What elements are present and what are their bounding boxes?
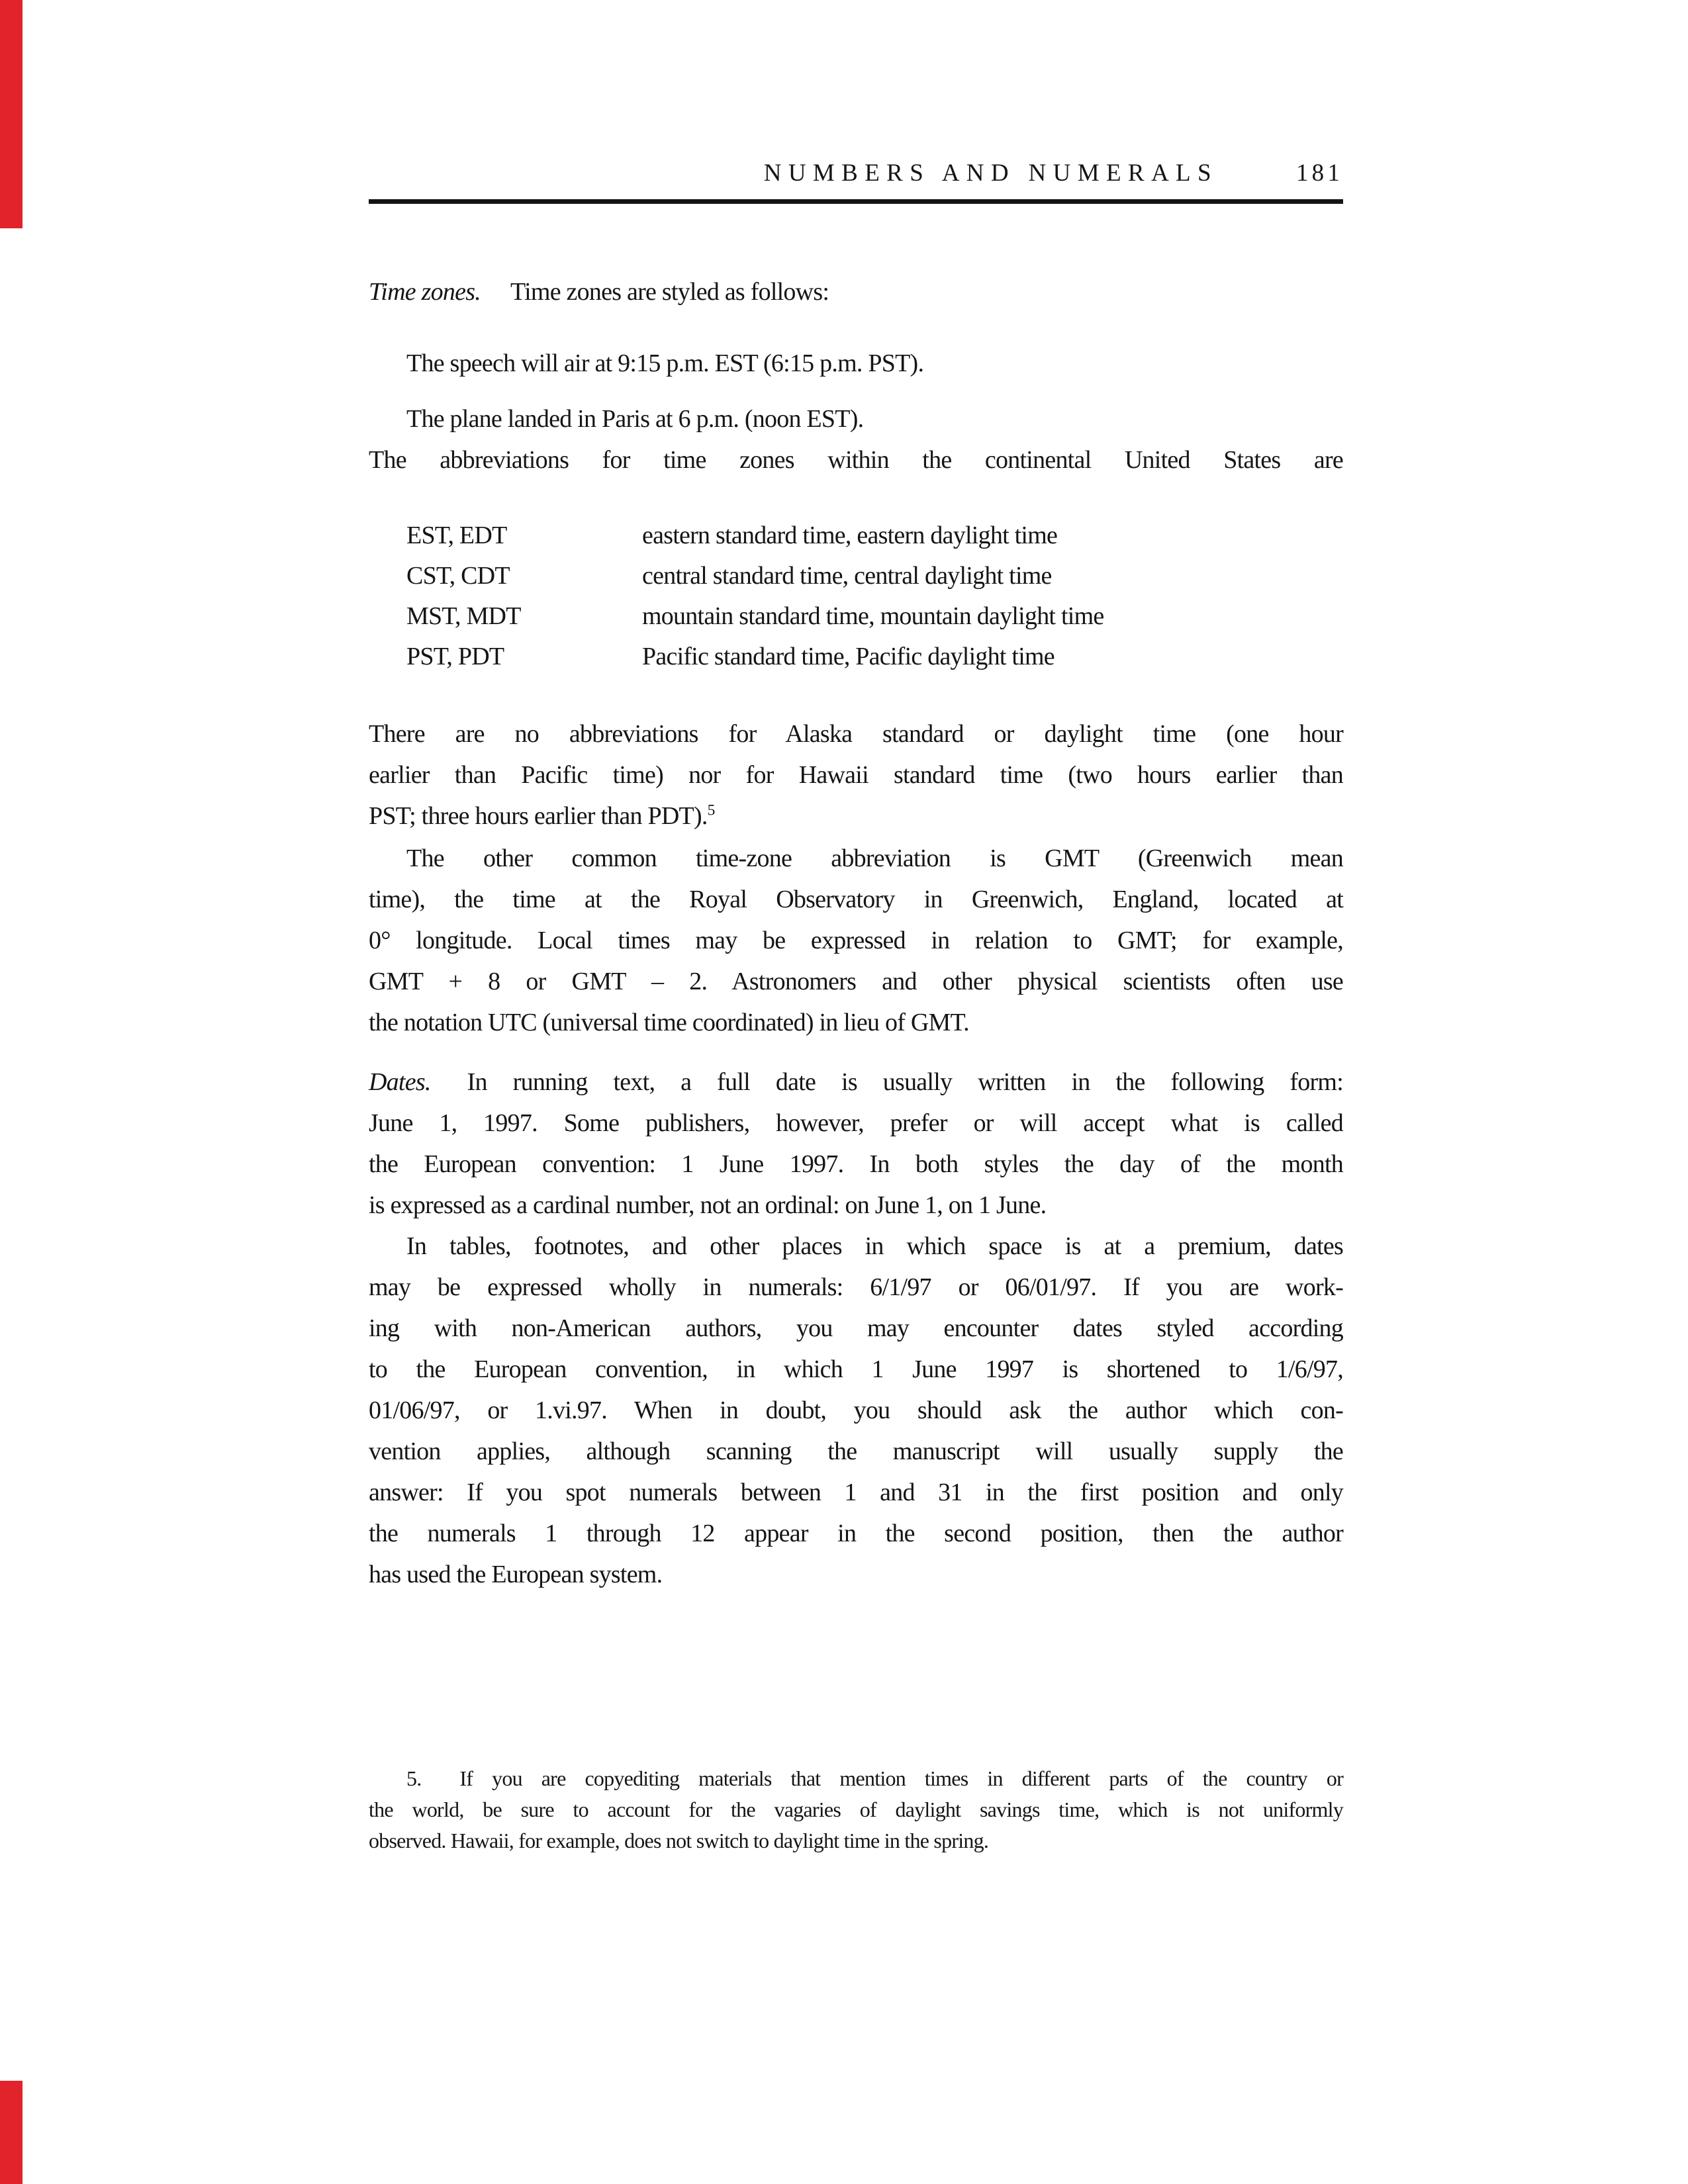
text-line: the European convention: 1 June 1997. In both styles the day of the month xyxy=(369,1150,1343,1178)
alaska-last-line-text: PST; three hours earlier than PDT). xyxy=(369,802,708,830)
text-line: has used the European system. xyxy=(369,1561,663,1588)
example-line: The speech will air at 9:15 p.m. EST (6:15 p.m. PST). xyxy=(406,349,924,377)
text-line: The other common time-zone abbreviation is GMT (Greenwich mean xyxy=(406,844,1343,872)
footnote-reference: 5 xyxy=(707,801,716,819)
text-line xyxy=(369,1062,1343,1103)
text-line: may be expressed wholly in numerals: 6/1/97 or 06/01/97. If you are work- xyxy=(369,1273,1343,1301)
abbreviation-meaning: eastern standard time, eastern daylight time xyxy=(642,522,1058,549)
abbreviation-row xyxy=(369,556,1343,596)
text-line: 0° longitude. Local times may be expressed in relation to GMT; for example, xyxy=(369,927,1343,954)
text-line: the numerals 1 through 12 appear in the second position, then the author xyxy=(369,1520,1343,1547)
timezones-lead-paragraph xyxy=(369,271,1343,312)
text-line: observed. Hawaii, for example, does not switch to daylight time in the spring. xyxy=(369,1829,989,1852)
abbreviation-row xyxy=(369,596,1343,637)
dates-paragraph-2 xyxy=(369,1226,1343,1595)
page-content xyxy=(369,271,1343,1856)
running-header xyxy=(369,159,1343,187)
text-line: ing with non-American authors, you may encounter dates styled according xyxy=(369,1314,1343,1342)
dates-first-line-text: In running text, a full date is usually written in the following form: xyxy=(467,1068,1343,1096)
paragraph-lines xyxy=(369,1103,1343,1226)
text-line: vention applies, although scanning the manuscript will usually supply the xyxy=(369,1437,1343,1465)
running-header-title: NUMBERS AND NUMERALS xyxy=(763,159,1218,187)
abbreviation-meaning: central standard time, central daylight time xyxy=(642,562,1052,590)
dates-paragraph-1 xyxy=(369,1062,1343,1226)
text-line: 01/06/97, or 1.vi.97. When in doubt, you should ask the author which con- xyxy=(369,1396,1343,1424)
scan-edge-artifact-top xyxy=(0,0,23,228)
scan-edge-artifact-bottom xyxy=(0,2081,23,2184)
abbreviation-row xyxy=(369,516,1343,556)
page-number: 181 xyxy=(1295,159,1343,187)
abbreviation-row xyxy=(369,637,1343,677)
text-line: June 1, 1997. Some publishers, however, prefer or will accept what is called xyxy=(369,1109,1343,1137)
text-line: earlier than Pacific time) nor for Hawaii standard time (two hours earlier than xyxy=(369,761,1343,789)
text-line xyxy=(369,796,1343,837)
text-line: time), the time at the Royal Observatory in Greenwich, England, located at xyxy=(369,886,1343,913)
header-rule xyxy=(369,199,1343,204)
timezone-abbreviation-list xyxy=(369,516,1343,677)
abbreviation-term: CST, CDT xyxy=(406,562,510,590)
gmt-paragraph xyxy=(369,838,1343,1043)
text-line: answer: If you spot numerals between 1 and 31 in the first position and only xyxy=(369,1479,1343,1506)
text-line: the world, be sure to account for the vagaries of daylight savings time, which is not uniformly xyxy=(369,1797,1343,1821)
abbreviation-term: MST, MDT xyxy=(406,602,521,630)
abbreviations-intro: The abbreviations for time zones within the continental United States are xyxy=(369,446,1343,474)
text-line: to the European convention, in which 1 June 1997 is shortened to 1/6/97, xyxy=(369,1355,1343,1383)
text-line: 5. If you are copyediting materials that mention times in different parts of the country or xyxy=(406,1766,1343,1790)
text-line: GMT + 8 or GMT – 2. Astronomers and other physical scientists often use xyxy=(369,968,1343,995)
alaska-hawaii-paragraph xyxy=(369,713,1343,837)
abbreviation-term: PST, PDT xyxy=(406,643,504,670)
abbreviation-meaning: mountain standard time, mountain daylight time xyxy=(642,602,1104,630)
footnote xyxy=(369,1763,1343,1856)
text-line: There are no abbreviations for Alaska standard or daylight time (one hour xyxy=(369,720,1343,748)
timezones-run-in-head: Time zones. xyxy=(369,278,481,306)
text-line: is expressed as a cardinal number, not an ordinal: on June 1, on 1 June. xyxy=(369,1191,1047,1219)
paragraph-lines xyxy=(369,713,1343,796)
text-line: the notation UTC (universal time coordinated) in lieu of GMT. xyxy=(369,1009,969,1036)
example-line: The plane landed in Paris at 6 p.m. (noon EST). xyxy=(406,405,864,433)
abbreviation-term: EST, EDT xyxy=(406,522,507,549)
abbreviation-meaning: Pacific standard time, Pacific daylight time xyxy=(642,643,1055,670)
dates-run-in-head: Dates. xyxy=(369,1068,431,1096)
timezones-intro-text: Time zones are styled as follows: xyxy=(510,278,829,306)
text-line: In tables, footnotes, and other places in which space is at a premium, dates xyxy=(406,1232,1343,1260)
timezones-examples xyxy=(369,343,1343,439)
